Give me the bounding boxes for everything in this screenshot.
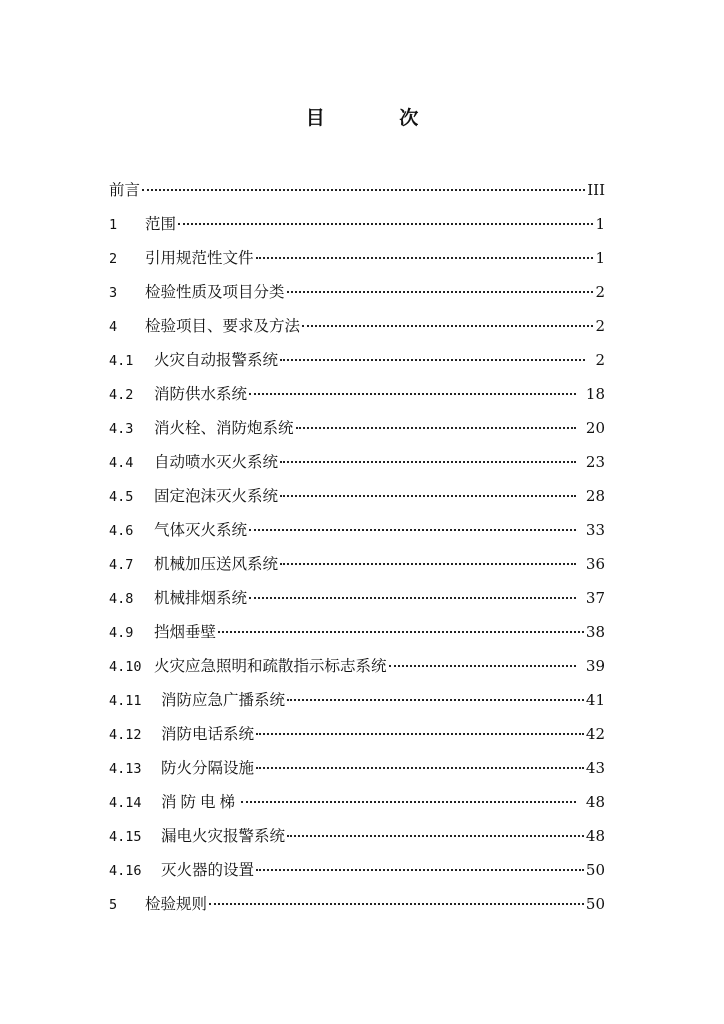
toc-title: 漏电火灾报警系统 bbox=[161, 827, 286, 845]
toc-title: 自动喷水灭火系统 bbox=[154, 453, 279, 471]
toc-number: 4.1 bbox=[109, 353, 134, 369]
toc-title: 防火分隔设施 bbox=[161, 759, 255, 777]
toc-title: 检验性质及项目分类 bbox=[145, 283, 285, 301]
toc-entry-4-13[interactable] bbox=[109, 756, 605, 790]
dot-leader bbox=[280, 461, 576, 463]
toc-title: 机械排烟系统 bbox=[154, 589, 248, 607]
dot-leader bbox=[256, 869, 584, 871]
toc-entry-4-5[interactable] bbox=[109, 484, 605, 518]
dot-leader bbox=[287, 699, 584, 701]
toc-page-number: 50 bbox=[585, 895, 605, 913]
toc-entry-4-7[interactable] bbox=[109, 552, 605, 586]
dot-leader bbox=[256, 257, 594, 259]
toc-number: 4 bbox=[109, 319, 118, 335]
toc-page-number: 18 bbox=[585, 385, 605, 403]
dot-leader bbox=[249, 597, 576, 599]
toc-number: 4.14 bbox=[109, 795, 142, 811]
toc-number: 1 bbox=[109, 217, 118, 233]
table-of-contents bbox=[109, 178, 605, 926]
toc-entry-4-4[interactable] bbox=[109, 450, 605, 484]
dot-leader bbox=[218, 631, 584, 633]
toc-entry-2[interactable] bbox=[109, 246, 605, 280]
toc-number: 4.16 bbox=[109, 863, 142, 879]
toc-number: 4.15 bbox=[109, 829, 142, 845]
toc-number: 4.5 bbox=[109, 489, 134, 505]
toc-entry-preface[interactable] bbox=[109, 178, 605, 212]
toc-page-number: 2 bbox=[595, 283, 605, 301]
toc-page-number: 39 bbox=[585, 657, 605, 675]
toc-title: 范围 bbox=[145, 215, 177, 233]
toc-title: 消防电话系统 bbox=[161, 725, 255, 743]
toc-title: 消防应急广播系统 bbox=[161, 691, 286, 709]
dot-leader bbox=[249, 529, 576, 531]
toc-entry-4-11[interactable] bbox=[109, 688, 605, 722]
toc-page-number: 48 bbox=[585, 793, 605, 811]
toc-number: 4.12 bbox=[109, 727, 142, 743]
toc-page-number: 2 bbox=[595, 317, 605, 335]
toc-page-number: 42 bbox=[585, 725, 605, 743]
dot-leader bbox=[287, 291, 594, 293]
toc-number: 4.3 bbox=[109, 421, 134, 437]
toc-entry-5[interactable] bbox=[109, 892, 605, 926]
toc-title: 引用规范性文件 bbox=[145, 249, 254, 267]
toc-entry-4-8[interactable] bbox=[109, 586, 605, 620]
dot-leader bbox=[249, 393, 576, 395]
toc-title: 火灾应急照明和疏散指示标志系统 bbox=[154, 657, 387, 675]
toc-page-number: 43 bbox=[585, 759, 605, 777]
toc-number: 4.7 bbox=[109, 557, 134, 573]
toc-title: 火灾自动报警系统 bbox=[154, 351, 279, 369]
toc-page-number: 33 bbox=[585, 521, 605, 539]
toc-entry-4-10[interactable] bbox=[109, 654, 605, 688]
toc-page-number: 23 bbox=[585, 453, 605, 471]
toc-entry-4-14[interactable] bbox=[109, 790, 605, 824]
toc-page-number: 38 bbox=[585, 623, 605, 641]
toc-page-number: 48 bbox=[585, 827, 605, 845]
toc-number: 4.8 bbox=[109, 591, 134, 607]
toc-title: 检验规则 bbox=[145, 895, 208, 913]
toc-page-number: 50 bbox=[585, 861, 605, 879]
toc-page-number: 36 bbox=[585, 555, 605, 573]
page-title: 目 次 bbox=[305, 107, 453, 129]
toc-page-number: 28 bbox=[585, 487, 605, 505]
toc-page-number: 1 bbox=[595, 215, 605, 233]
toc-entry-4-16[interactable] bbox=[109, 858, 605, 892]
toc-title: 机械加压送风系统 bbox=[154, 555, 279, 573]
toc-entry-4-2[interactable] bbox=[109, 382, 605, 416]
dot-leader bbox=[280, 563, 576, 565]
toc-number: 3 bbox=[109, 285, 118, 301]
toc-entry-4-3[interactable] bbox=[109, 416, 605, 450]
toc-entry-3[interactable] bbox=[109, 280, 605, 314]
toc-number: 4.13 bbox=[109, 761, 142, 777]
toc-title: 检验项目、要求及方法 bbox=[145, 317, 301, 335]
toc-entry-4-15[interactable] bbox=[109, 824, 605, 858]
toc-page-number: III bbox=[587, 181, 605, 199]
toc-title: 消防电梯 bbox=[161, 793, 240, 811]
toc-title: 消火栓、消防炮系统 bbox=[154, 419, 294, 437]
toc-page-number: 37 bbox=[585, 589, 605, 607]
toc-entry-4[interactable] bbox=[109, 314, 605, 348]
toc-title: 消防供水系统 bbox=[154, 385, 248, 403]
toc-number: 4.9 bbox=[109, 625, 134, 641]
toc-title: 固定泡沫灭火系统 bbox=[154, 487, 279, 505]
toc-number: 4.2 bbox=[109, 387, 134, 403]
toc-page-number: 1 bbox=[595, 249, 605, 267]
toc-title: 气体灭火系统 bbox=[154, 521, 248, 539]
toc-page-number: 20 bbox=[585, 419, 605, 437]
dot-leader bbox=[280, 359, 585, 361]
dot-leader bbox=[296, 427, 576, 429]
toc-number: 2 bbox=[109, 251, 118, 267]
toc-entry-4-1[interactable] bbox=[109, 348, 605, 382]
dot-leader bbox=[287, 835, 584, 837]
dot-leader bbox=[389, 665, 576, 667]
toc-number: 4.10 bbox=[109, 659, 142, 675]
toc-title: 前言 bbox=[109, 181, 141, 199]
toc-page-number: 41 bbox=[585, 691, 605, 709]
toc-title: 挡烟垂壁 bbox=[154, 623, 217, 641]
dot-leader bbox=[209, 903, 584, 905]
toc-entry-4-12[interactable] bbox=[109, 722, 605, 756]
toc-number: 4.6 bbox=[109, 523, 134, 539]
dot-leader bbox=[142, 189, 585, 191]
toc-entry-4-6[interactable] bbox=[109, 518, 605, 552]
toc-entry-4-9[interactable] bbox=[109, 620, 605, 654]
dot-leader bbox=[256, 767, 584, 769]
toc-number: 4.11 bbox=[109, 693, 142, 709]
toc-number: 5 bbox=[109, 897, 118, 913]
dot-leader bbox=[241, 801, 576, 803]
toc-title: 灭火器的设置 bbox=[161, 861, 255, 879]
toc-page-number: 2 bbox=[595, 351, 605, 369]
toc-entry-1[interactable] bbox=[109, 212, 605, 246]
dot-leader bbox=[256, 733, 584, 735]
dot-leader bbox=[178, 223, 593, 225]
dot-leader bbox=[280, 495, 576, 497]
toc-number: 4.4 bbox=[109, 455, 134, 471]
dot-leader bbox=[302, 325, 593, 327]
